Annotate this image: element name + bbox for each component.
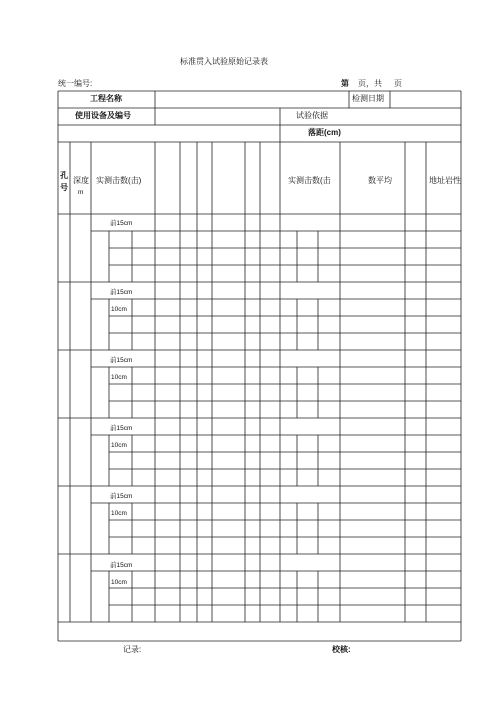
page-prefix: 第	[341, 79, 349, 88]
group-sub-columns	[109, 231, 318, 622]
depth-header: 深度	[73, 176, 89, 185]
test-basis-label: 试验依据	[296, 111, 328, 120]
measured-blows-header-2: 实测击数(击	[288, 176, 331, 185]
group-5-sub-label: 10cm	[111, 510, 127, 517]
recorder-label: 记录:	[123, 645, 142, 654]
page-suffix: 页	[394, 79, 402, 88]
checker-label: 校核:	[332, 645, 351, 654]
group-3-sub-label: 10cm	[111, 374, 127, 381]
hole-no-header-2: 号	[60, 183, 68, 192]
test-date-label: 检测日期	[352, 94, 384, 103]
group-1-front-label: 前15cm	[110, 220, 133, 227]
group-3-front-label: 前15cm	[110, 357, 133, 364]
hole-no-header-1: 孔	[60, 171, 68, 180]
group-4-sub-label: 10cm	[111, 442, 127, 449]
depth-unit: m	[78, 189, 84, 196]
average-blows-header: 数平均	[368, 176, 392, 185]
project-name-label: 工程名称	[90, 94, 122, 103]
group-6-sub-label: 10cm	[111, 579, 127, 586]
group-4-front-label: 前15cm	[110, 425, 133, 432]
measured-blows-header-1: 实测击数(击)	[96, 176, 142, 185]
group-2-front-label: 前15cm	[110, 289, 133, 296]
group-6-front-label: 前15cm	[110, 562, 133, 569]
group-5-front-label: 前15cm	[110, 493, 133, 500]
equipment-label: 使用设备及编号	[75, 111, 131, 120]
geology-header: 地址岩性	[429, 176, 461, 185]
serial-number-label: 统一编号:	[58, 79, 93, 88]
group-2-sub-label: 10cm	[111, 306, 127, 313]
page-title: 标准贯入试验原始记录表	[180, 57, 268, 66]
page-middle: 页，共	[358, 79, 382, 88]
drop-height-label: 落距(cm)	[308, 128, 341, 137]
